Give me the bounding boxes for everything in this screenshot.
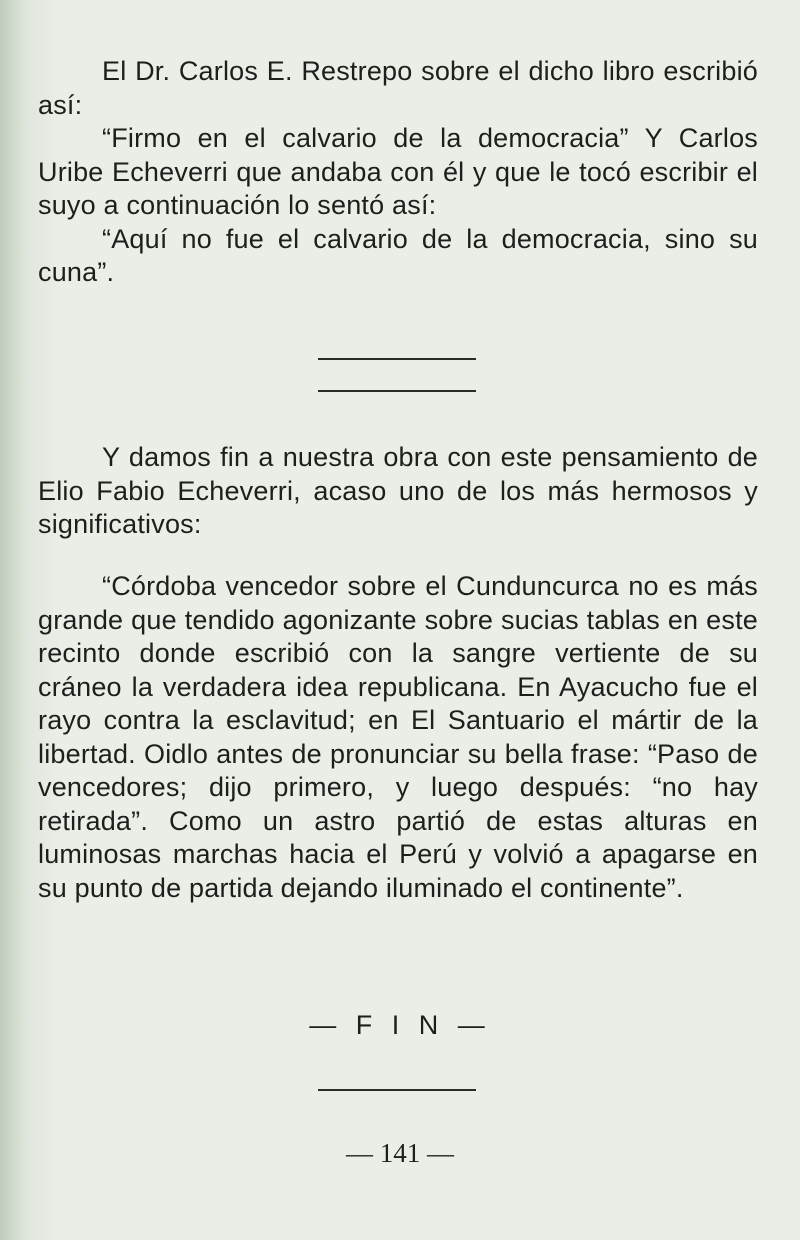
paragraph-aqui-quote: “Aquí no fue el calvario de la democracia, sino su cuna”. bbox=[38, 223, 758, 287]
separator-rule-bottom bbox=[318, 1089, 476, 1091]
paragraph-cordoba-quote: “Córdoba vencedor sobre el Cunduncurca no es más grande que tendido agonizante sobre sucias tablas en este recinto donde escribió con la sangre vertiente de su cráneo la verdadera idea republicana. En Ayacucho fue el rayo contra la esclavitud; en El Santuario el mártir de la libertad. Oidlo antes de pronunciar su bella frase: “Paso de vencedores; dijo primero, y luego después: “no hay retirada”. Como un astro partió de estas alturas en luminosas marchas hacia el Perú y volvió a apagarse en su punto de partida dejando iluminado el continente”. bbox=[38, 571, 758, 903]
separator-rule-second bbox=[318, 390, 476, 392]
paragraph-restrepo: El Dr. Carlos E. Restrepo sobre el dicho libro escribió así: bbox=[38, 56, 758, 120]
separator-rule-top bbox=[318, 358, 476, 360]
closing-quote-passage bbox=[38, 570, 758, 905]
closing-intro-passage bbox=[38, 441, 758, 542]
fin-marker: — F I N — bbox=[309, 1010, 491, 1040]
page-number: — 141 — bbox=[346, 1138, 454, 1168]
paragraph-damos-fin: Y damos fin a nuestra obra con este pensamiento de Elio Fabio Echeverri, acaso uno de los más hermosos y significativos: bbox=[38, 442, 758, 539]
paragraph-firmo-quote: “Firmo en el calvario de la democracia” Y Carlos Uribe Echeverri que andaba con él y que le tocó escribir el suyo a continuación lo sentó así: bbox=[38, 123, 758, 220]
opening-passage bbox=[38, 55, 758, 290]
